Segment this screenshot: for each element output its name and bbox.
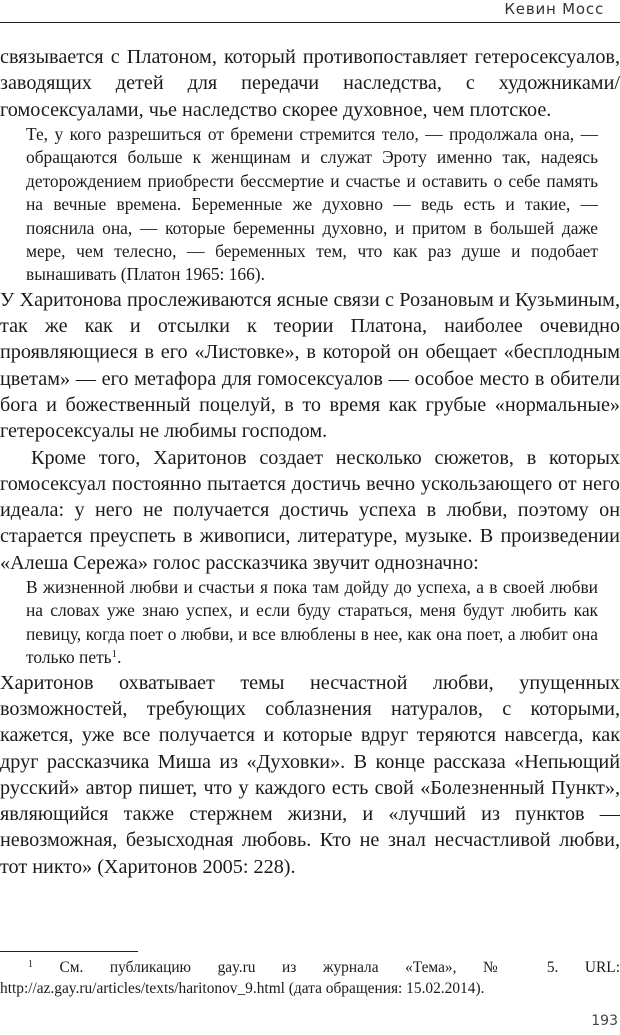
paragraph-1: связывается с Платоном, который противопоставляет гетеросексуалов, заводящих детей для передачи наследства, с художниками/гомосексуалами, чье наследство скорее духовное, чем плотское. [0, 46, 620, 121]
header-rule [0, 22, 620, 23]
footnote-rule [0, 951, 138, 952]
footnote-reference[interactable]: 1 [111, 648, 118, 661]
page-number: 193 [591, 1013, 618, 1029]
block-quote-plato: Те, у кого разрешиться от бремени стремится тело, — продолжала она, — обращаются больше к женщинам и служат Эроту именно так, надеясь деторождением приобрести бессмертие и счастье и оставить о себе память на вечные времена. Беременные же духовно — ведь есть и такие, — пояснила она, — которые беременны духовно, и притом в большей даже мере, чем телесно, — беременных тем, что как раз душе и подобает вынашивать (Платон 1965: 166). [26, 123, 598, 285]
paragraph-2: У Харитонова прослеживаются ясные связи с Розановым и Кузьминым, так же как и отсылки к теории Платона, наиболее очевидно проявляющиеся в его «Листовке», в которой он обещает «бесплодным цветам» — его метафора для гомосексуалов — особое место в обители бога и божественный поцелуй, в то время как грубые «нормальные» гетеросексуалы не любимы господом. [0, 288, 620, 443]
body-text [0, 44, 620, 880]
quote-end: . [117, 647, 122, 668]
paragraph-4: Харитонов охватывает темы несчастной любви, упущенных возможностей, требующих соблазнения натуралов, с которыми, кажется, уже все получается и которые вдруг теряются навсегда, как друг рассказчика Миша из «Духовки». В конце рассказа «Непьющий русский» автор пишет, что у каждого есть свой «Болезненный Пункт», являющийся также стержнем жизни, и «лучший из пунктов — невозможная, безысходная любовь. Кто не знал несчастливой любви, тот никто» (Харитонов 2005: 228). [0, 671, 620, 878]
running-head: Кевин Мосс [504, 0, 604, 18]
footnote [0, 957, 620, 999]
paragraph-3: Кроме того, Харитонов создает несколько сюжетов, в которых гомосексуал постоянно пытается достичь вечно ускользающего от него идеала: у него не получается достичь успеха в любви, поэтому он старается преуспеть в живописи, литературе, музыке. В произведении «Алеша Сережа» голос рассказчика звучит однозначно: [0, 446, 620, 574]
block-quote-alesha-seryozha [0, 576, 620, 670]
footnote-marker: 1 [28, 959, 33, 970]
footnote-text: См. публикацию gay.ru из журнала «Тема», № 5. URL: http://az.gay.ru/articles/texts/haritonov_9.html (дата обращения: 15.02.2014). [0, 959, 620, 997]
quote-text: В жизненной любви и счастьи я пока там дойду до успеха, а в своей любви на словах уже знаю успех, и если буду стараться, меня будут любить как певицу, когда поет о любви, и все влюблены в нее, как она поет, а любит она только петь [26, 577, 598, 668]
